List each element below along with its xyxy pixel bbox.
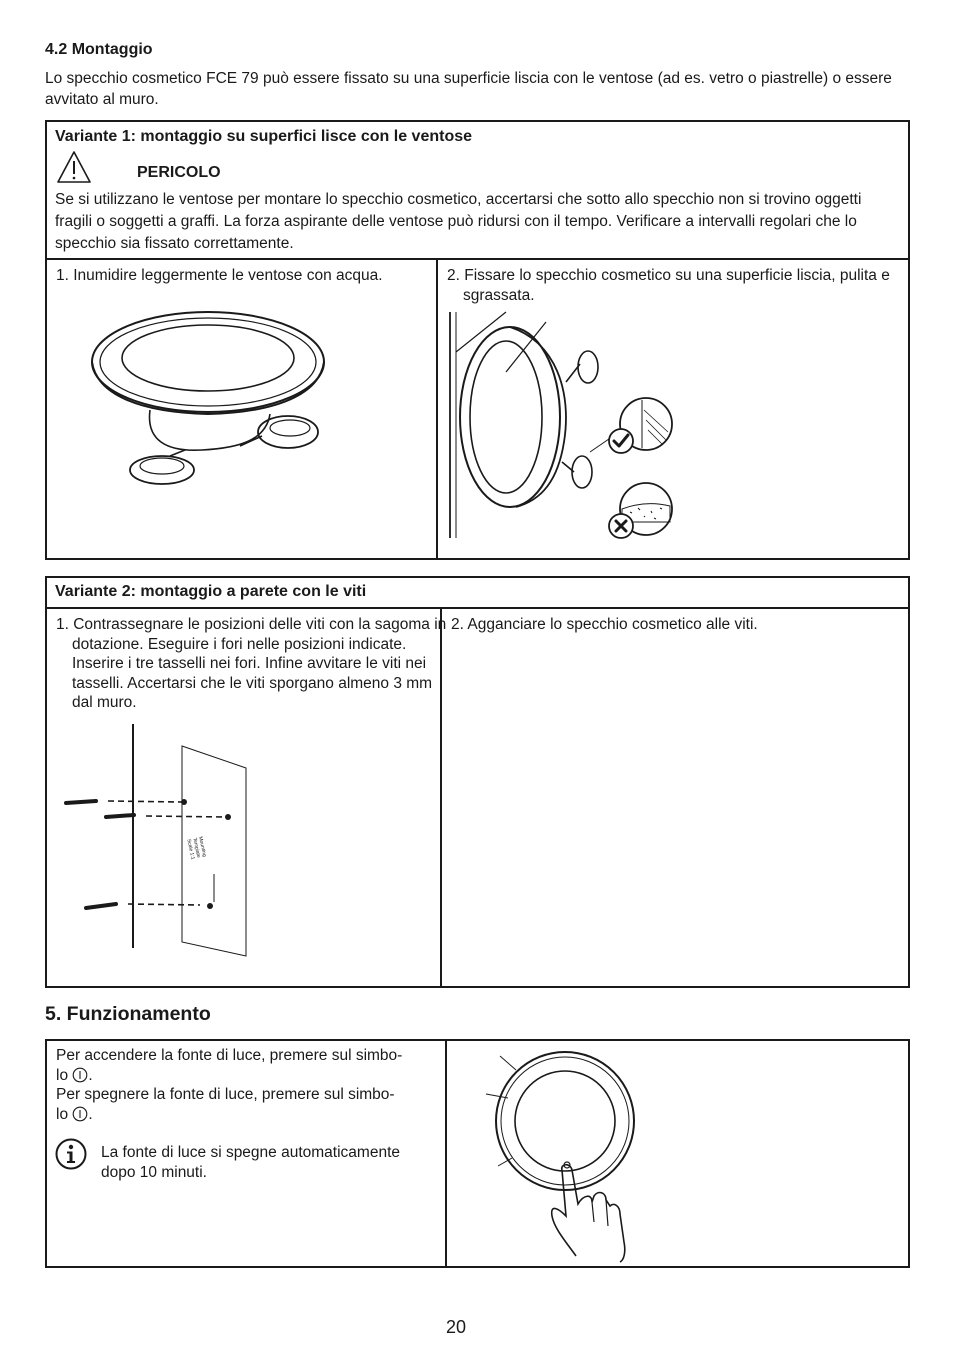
section-heading-funzionamento: 5. Funzionamento xyxy=(45,1003,211,1025)
power-symbol-icon xyxy=(72,1106,88,1122)
info-text: La fonte di luce si spegne automaticamente dopo 10 minuti. xyxy=(101,1144,400,1181)
power-off-line-2 xyxy=(56,1105,436,1125)
variant1-step1: 1. Inumidire leggermente le ventose con acqua. xyxy=(56,267,383,284)
warning-triangle-icon xyxy=(56,150,92,184)
template-label: Mounting Template Scale 1:1 xyxy=(185,836,208,861)
power-on-period: . xyxy=(88,1066,93,1084)
page-number: 20 xyxy=(445,1317,467,1337)
suction-cup-illustration xyxy=(90,310,330,495)
power-symbol-icon xyxy=(72,1067,88,1083)
power-on-line-1: Per accendere la fonte di luce, premere sul simbo- xyxy=(56,1047,403,1064)
checkmark-icon xyxy=(608,428,634,454)
power-on-line-2 xyxy=(56,1066,436,1086)
power-on-word: lo xyxy=(56,1066,69,1084)
screws-template-illustration xyxy=(60,722,260,962)
variant1-step2: 2. Fissare lo specchio cosmetico su una superficie liscia, pulita e sgrassata. xyxy=(447,267,890,304)
intro-text: Lo specchio cosmetico FCE 79 può essere fissato su una superficie liscia con le ventose (ad es. vetro o piastrelle) o essere avvitato al muro. xyxy=(45,70,892,108)
variant1-divider xyxy=(45,258,910,260)
section-heading-montaggio: 4.2 Montaggio xyxy=(45,41,153,58)
variant2-step1: 1. Contrassegnare le posizioni delle viti con la sagoma in dotazione. Eseguire i fori nelle posizioni indicate. Inserire i tre tasselli nei fori. Infine avvitare le viti nei tasselli. Accertarsi che le viti sporgano almeno 3 mm dal muro. xyxy=(56,616,447,711)
warning-label: PERICOLO xyxy=(137,164,221,181)
mirror-wall-illustration xyxy=(446,312,686,552)
variant1-column-divider xyxy=(436,258,438,560)
warning-text: Se si utilizzano le ventose per montare lo specchio cosmetico, accertarsi che sotto allo specchio non si trovino oggetti fragili o soggetti a graffi. La forza aspirante delle ventose può ridursi con il tempo. Verificare a intervalli regolari che lo specchio sia fissato correttamente. xyxy=(55,191,862,252)
power-off-word: lo xyxy=(56,1105,69,1123)
mirror-touch-illustration xyxy=(480,1046,640,1262)
info-icon xyxy=(55,1138,87,1170)
power-off-period: . xyxy=(88,1105,93,1123)
variant1-title: Variante 1: montaggio su superfici lisce con le ventose xyxy=(55,128,473,145)
variant2-divider xyxy=(45,607,910,609)
power-off-line-1: Per spegnere la fonte di luce, premere sul simbo- xyxy=(56,1086,395,1103)
variant2-step2: 2. Agganciare lo specchio cosmetico alle viti. xyxy=(451,616,758,633)
variant2-title: Variante 2: montaggio a parete con le viti xyxy=(55,583,367,600)
power-on-instruction xyxy=(56,1046,436,1124)
cross-icon xyxy=(608,513,634,539)
funzionamento-column-divider xyxy=(445,1039,447,1268)
